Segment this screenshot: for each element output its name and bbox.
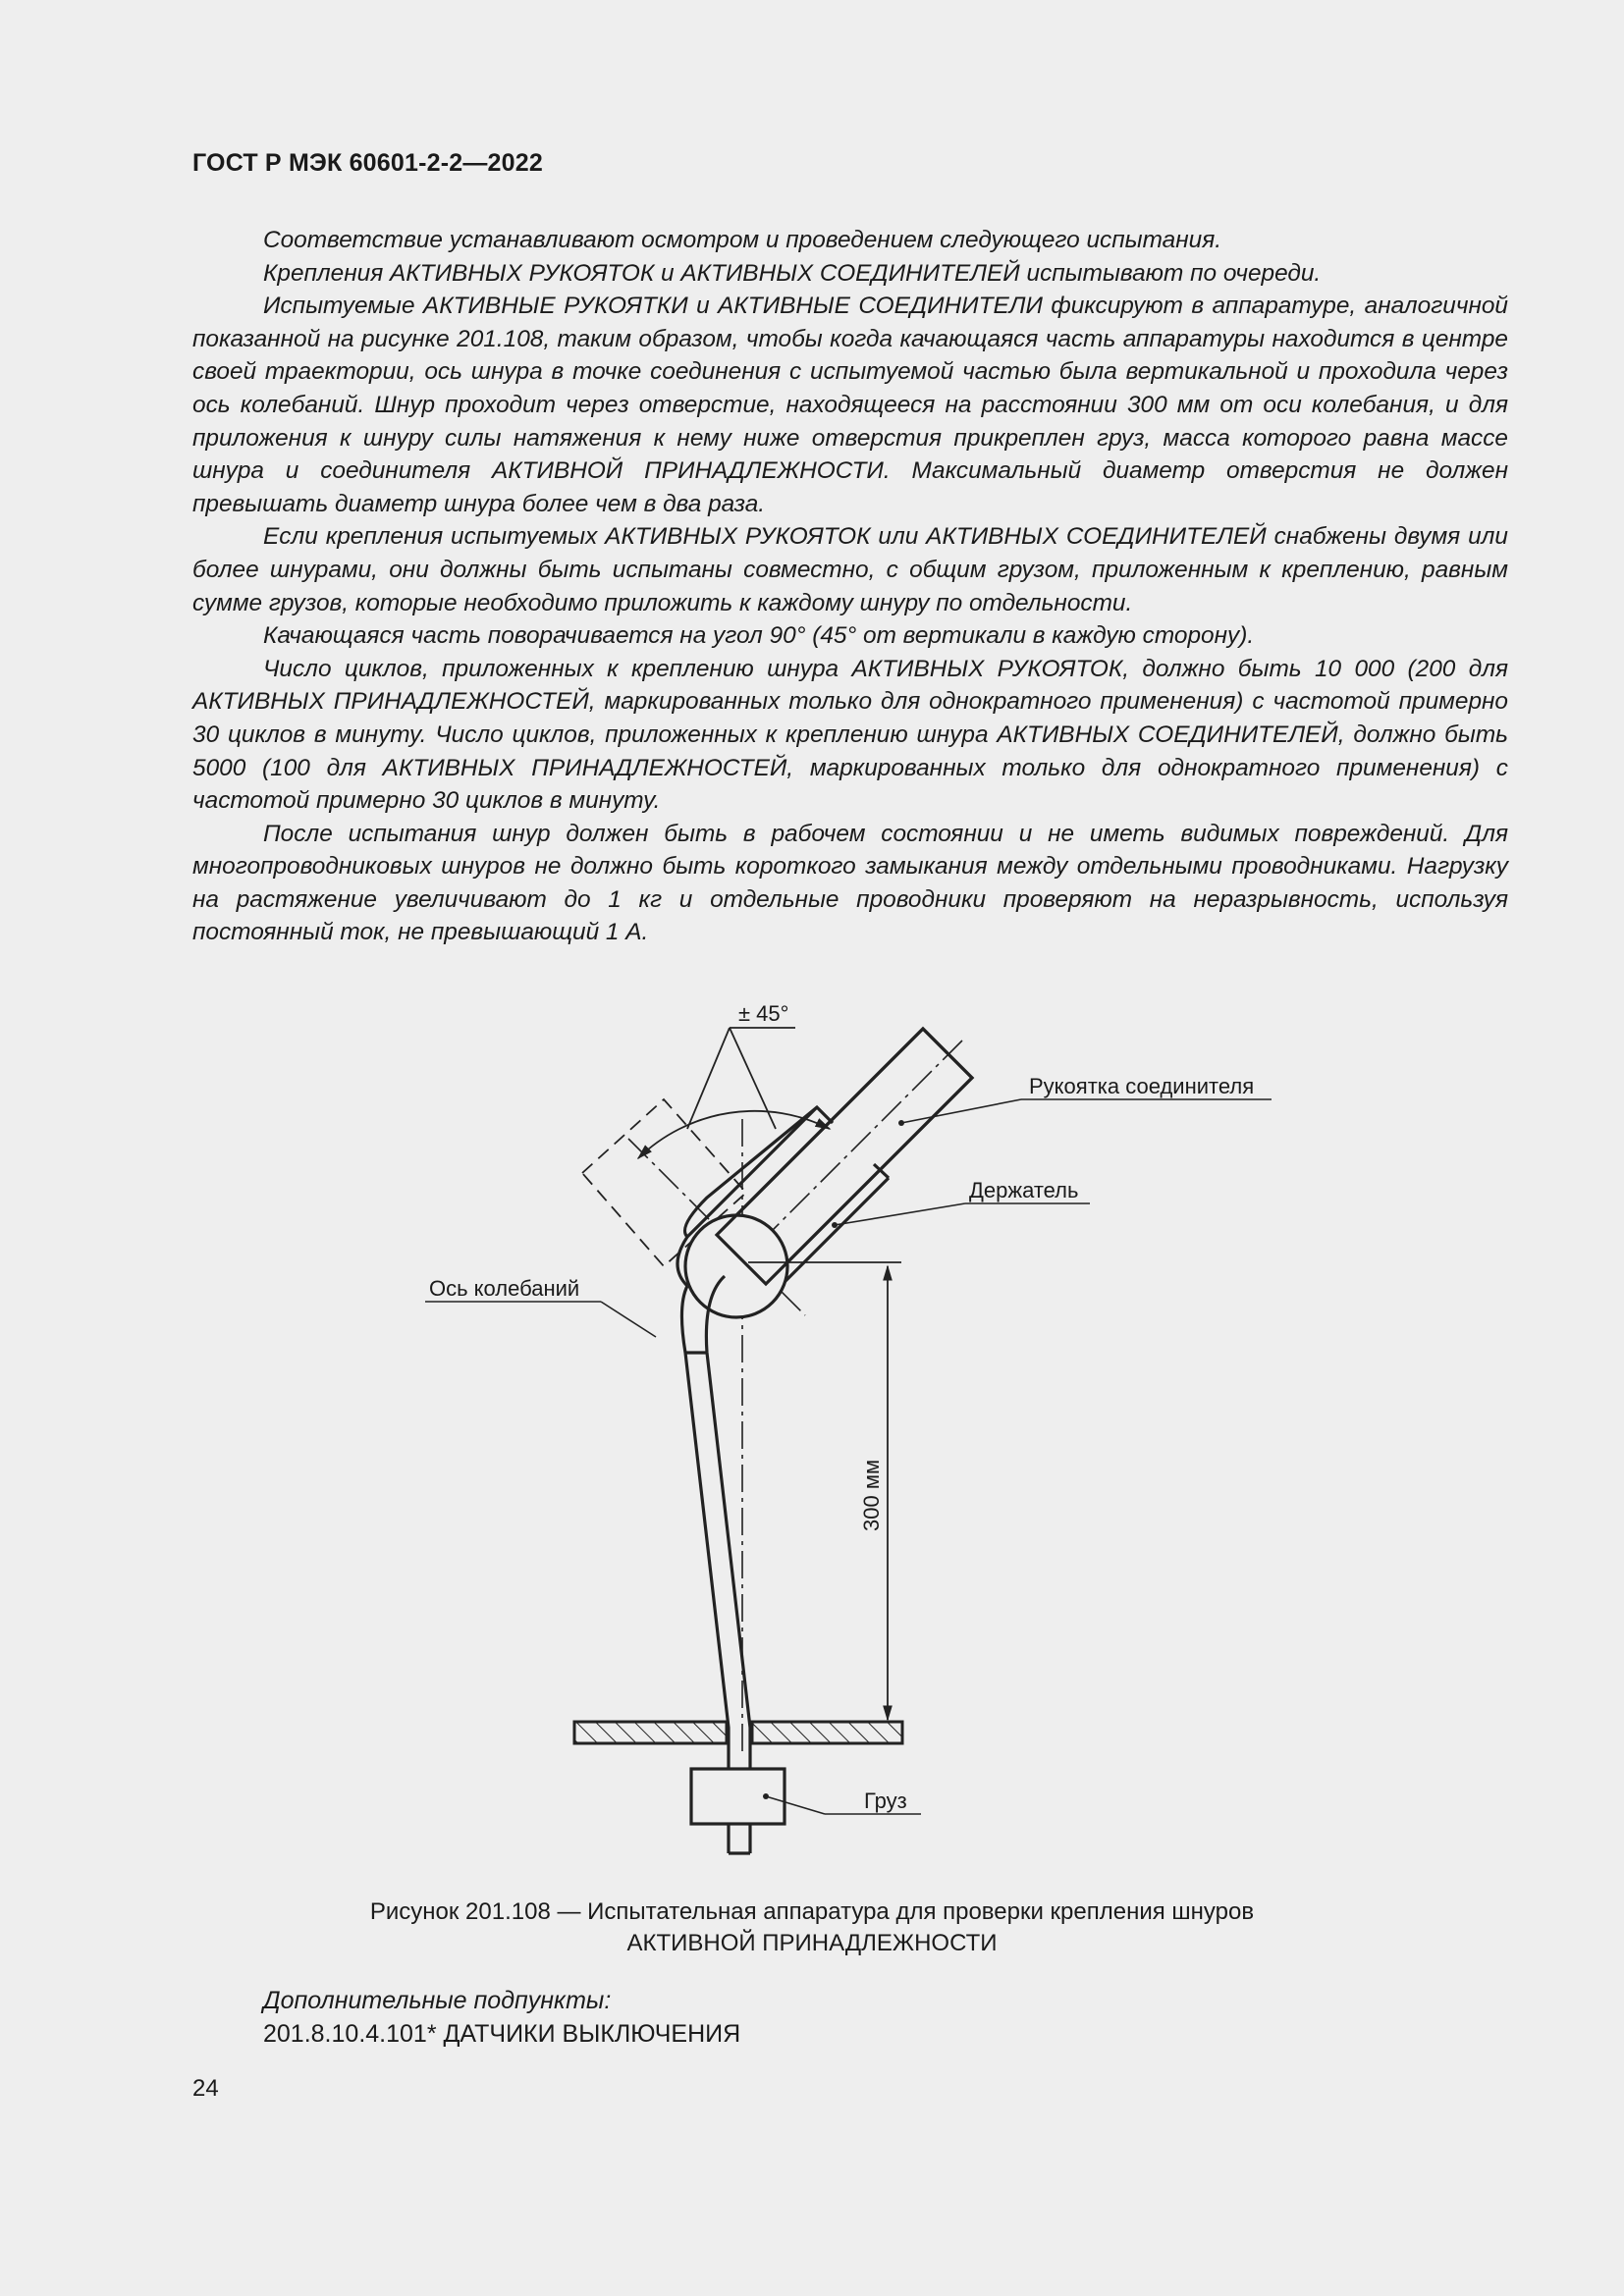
- centerline: [628, 1041, 962, 1757]
- figure-caption: [192, 1896, 1432, 1959]
- handle-label: Рукоятка соединителя: [1029, 1074, 1255, 1098]
- caption-line: Рисунок 201.108 — Испытательная аппаратура для проверки крепления шнуров: [369, 1898, 1255, 1925]
- axis-label: Ось колебаний: [429, 1276, 580, 1301]
- paragraph: Испытуемые АКТИВНЫЕ РУКОЯТКИ и АКТИВНЫЕ СОЕДИНИТЕЛИ фиксируют в аппаратуре, аналогичной показанной на рисунке 201.108, таким образом, чтобы когда качающаяся часть аппаратуры находится в центре своей траектории, ось шнура в точке соединения с испытуемой частью была вертикальной и проходила через ось колебаний. Шнур проходит через отверстие, находящееся на расстоянии 300 мм от оси колебания, и для приложения к шнуру силы натяжения к нему ниже отверстия прикреплен груз, масса которого равна массе шнура и соединителя АКТИВНОЙ ПРИНАДЛЕЖНОСТИ. Максимальный диаметр отверстия не должен превышать диаметр шнура более чем в два раза.: [192, 293, 1508, 517]
- holder-label: Держатель: [969, 1178, 1079, 1202]
- paragraph: Если крепления испытуемых АКТИВНЫХ РУКОЯТОК или АКТИВНЫХ СОЕДИНИТЕЛЕЙ снабжены двумя или более шнурами, они должны быть испытаны совместно, с общим грузом, приложенным к креплению, равным сумме грузов, которые необходимо приложить к каждому шнуру по отдельности.: [192, 523, 1508, 616]
- paragraph: Крепления АКТИВНЫХ РУКОЯТОК и АКТИВНЫХ СОЕДИНИТЕЛЕЙ испытывают по очереди.: [263, 259, 1322, 287]
- weight: [691, 1769, 785, 1824]
- subsection-intro: Дополнительные подпункты:: [263, 1987, 612, 2014]
- caption-line: АКТИВНОЙ ПРИНАДЛЕЖНОСТИ: [626, 1930, 998, 1956]
- angle-label: ± 45°: [738, 1001, 789, 1026]
- paragraph: Число циклов, приложенных к креплению шнура АКТИВНЫХ РУКОЯТОК, должно быть 10 000 (200 для АКТИВНЫХ ПРИНАДЛЕЖНОСТЕЙ, маркированных только для однократного применения) с частотой примерно 30 циклов в минуту. Число циклов, приложенных к креплению шнура АКТИВНЫХ СОЕДИНИТЕЛЕЙ, должно быть 5000 (100 для АКТИВНЫХ ПРИНАДЛЕЖНОСТЕЙ, маркированных только для однократного применения) с частотой примерно 30 циклов в минуту.: [192, 655, 1508, 815]
- paragraph: Соответствие устанавливают осмотром и проведением следующего испытания.: [263, 227, 1222, 253]
- paragraph: После испытания шнур должен быть в рабочем состоянии и не иметь видимых повреждений. Для многопроводниковых шнуров не должно быть короткого замыкания между отдельными проводниками. Нагрузку на растяжение увеличивают до 1 кг и отдельные проводники проверяют на неразрывность, используя постоянный ток, не превышающий 1 А.: [192, 820, 1508, 946]
- paragraph: Качающаяся часть поворачивается на угол 90° (45° от вертикали в каждую сторону).: [263, 622, 1255, 650]
- weight-label: Груз: [864, 1789, 907, 1813]
- page-number: 24: [192, 2075, 219, 2102]
- cord: [681, 1276, 750, 1853]
- body-text: [192, 224, 1508, 949]
- test-apparatus-figure: [393, 991, 1326, 1875]
- subsection-heading: 201.8.10.4.101* ДАТЧИКИ ВЫКЛЮЧЕНИЯ: [263, 2020, 741, 2048]
- distance-label: 300 мм: [859, 1459, 884, 1531]
- angle-indicator: [638, 1028, 830, 1158]
- leader-lines: [425, 1099, 1272, 1814]
- document-header: ГОСТ Р МЭК 60601-2-2—2022: [192, 149, 543, 177]
- holder: [677, 1029, 972, 1317]
- plate: [574, 1722, 902, 1743]
